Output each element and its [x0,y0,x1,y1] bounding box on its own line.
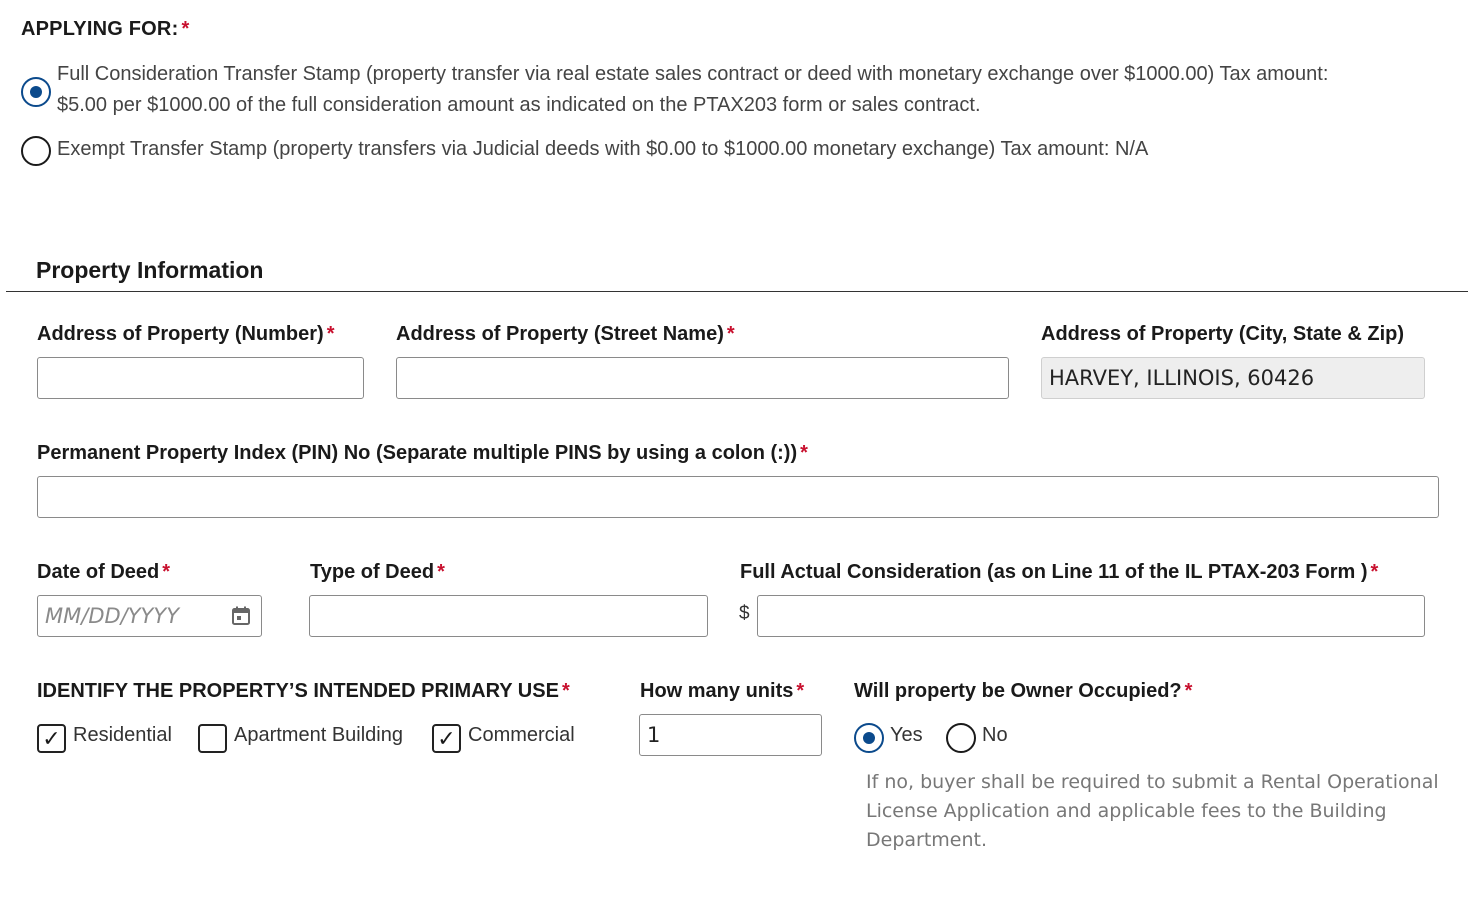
owner-occupied-no-label: No [982,724,1008,746]
pin-label: Permanent Property Index (PIN) No (Separate multiple PINS by using a colon (:)) * [37,442,808,464]
section-divider [6,291,1468,292]
exempt-transfer-radio[interactable] [21,136,51,166]
type-of-deed-input[interactable] [309,595,708,637]
consideration-label: Full Actual Consideration (as on Line 11 of the IL PTAX-203 Form ) * [740,561,1379,583]
address-city-input: HARVEY, ILLINOIS, 60426 [1041,357,1425,399]
date-placeholder: MM/DD/YYYY [45,604,180,628]
address-number-label: Address of Property (Number) * [37,323,335,345]
owner-occupied-yes-label: Yes [890,724,923,746]
pin-input[interactable] [37,476,1439,518]
address-city-label: Address of Property (City, State & Zip) [1041,323,1405,345]
applying-for-heading: APPLYING FOR: * [21,18,190,40]
residential-checkbox[interactable]: ✓ [37,724,66,753]
date-of-deed-label: Date of Deed * [37,561,171,583]
apartment-building-label: Apartment Building [234,724,403,746]
apartment-building-checkbox[interactable] [198,724,227,753]
units-label: How many units * [640,680,805,702]
owner-occupied-label: Will property be Owner Occupied? * [854,680,1193,702]
owner-occupied-hint: If no, buyer shall be required to submit a Rental Operational License Application and applicable fees to the Building Department. [866,771,1439,851]
type-of-deed-label: Type of Deed * [310,561,445,583]
calendar-icon[interactable] [231,606,251,626]
consideration-input[interactable] [757,595,1425,637]
address-street-input[interactable] [396,357,1009,399]
currency-symbol: $ [739,603,750,624]
residential-label: Residential [73,724,172,746]
owner-occupied-no-radio[interactable] [946,723,976,753]
commercial-label: Commercial [468,724,575,746]
full-consideration-label: Full Consideration Transfer Stamp (property transfer via real estate sales contract or deed with monetary exchange over $1000.00) Tax amount: $5.00 per $1000.00 of the full consideration amount as indicated on the PTAX203 form or sales contract. [57,63,1329,116]
exempt-transfer-label: Exempt Transfer Stamp (property transfers via Judicial deeds with $0.00 to $1000.00 monetary exchange) Tax amount: N/A [57,138,1149,160]
property-information-heading: Property Information [36,257,264,283]
full-consideration-radio[interactable] [21,77,51,107]
date-of-deed-input[interactable] [37,595,262,637]
owner-occupied-yes-radio[interactable] [854,723,884,753]
primary-use-label: IDENTIFY THE PROPERTY’S INTENDED PRIMARY USE * [37,680,570,702]
address-street-label: Address of Property (Street Name) * [396,323,735,345]
units-input[interactable]: 1 [639,714,822,756]
address-number-input[interactable] [37,357,364,399]
commercial-checkbox[interactable]: ✓ [432,724,461,753]
